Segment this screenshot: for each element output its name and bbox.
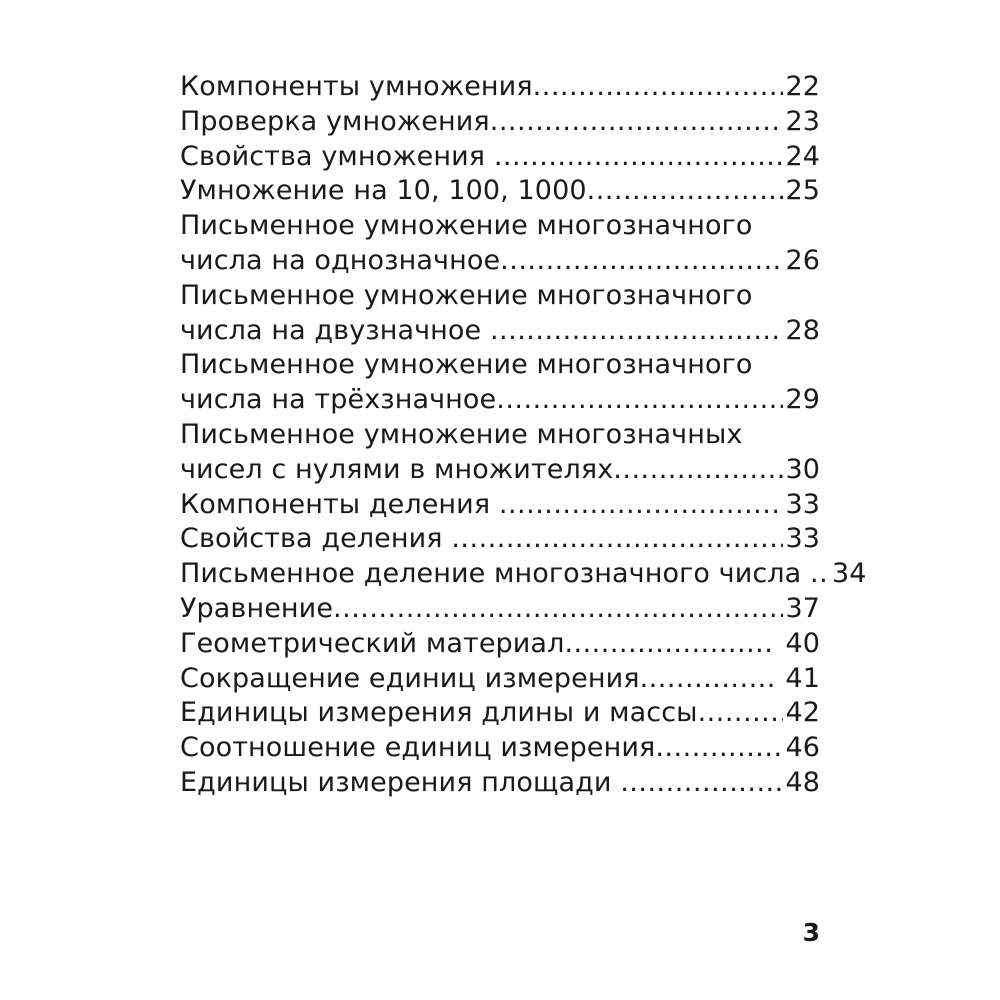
toc-leader-dots bbox=[640, 662, 775, 697]
toc-leader-dots bbox=[655, 731, 783, 766]
toc-entry-line bbox=[180, 557, 867, 592]
toc-leader-dots bbox=[698, 696, 784, 731]
toc-leader-dots bbox=[587, 174, 784, 209]
toc-entry[interactable] bbox=[180, 105, 820, 140]
toc-entry-page: 24 bbox=[785, 140, 820, 172]
toc-entry-page: 28 bbox=[785, 314, 820, 346]
toc-entry-page: 48 bbox=[785, 766, 820, 798]
toc-entry-line bbox=[180, 70, 820, 105]
toc-entry-title-line: Письменное умножение многозначного bbox=[180, 279, 753, 311]
toc-entry[interactable] bbox=[180, 279, 820, 349]
toc-entry-line bbox=[180, 766, 820, 801]
toc-entry-title-line: Письменное умножение многозначного bbox=[180, 349, 753, 381]
toc-entry-title: Свойства деления bbox=[180, 523, 452, 555]
toc-leader-dots bbox=[500, 244, 783, 279]
toc-entry[interactable] bbox=[180, 348, 820, 418]
toc-entry-title: Письменное деление многозначного числа bbox=[180, 558, 810, 590]
toc-leader-dots bbox=[490, 314, 783, 349]
toc-entry-page: 29 bbox=[785, 384, 820, 416]
toc-entry-page: 34 bbox=[832, 558, 867, 590]
toc-entry-page: 33 bbox=[785, 488, 820, 520]
toc-entry-title: числа на двузначное bbox=[180, 314, 490, 346]
toc-entry-line bbox=[180, 174, 820, 209]
toc-entry-page: 37 bbox=[785, 592, 820, 624]
toc-entry-line bbox=[180, 383, 820, 418]
toc-entry-title: Умножение на 10, 100, 1000 bbox=[180, 175, 587, 207]
page-number: 3 bbox=[802, 918, 820, 947]
toc-entry[interactable] bbox=[180, 70, 820, 105]
toc-entry-page: 41 bbox=[776, 662, 820, 694]
toc-leader-dots bbox=[564, 627, 774, 662]
toc-entry-title: Уравнение bbox=[180, 592, 334, 624]
toc-entry-line bbox=[180, 627, 820, 662]
toc-leader-dots bbox=[533, 70, 784, 105]
toc-entry-line bbox=[180, 314, 820, 349]
toc-entry-line bbox=[180, 453, 820, 488]
toc-entry-title-line: Письменное умножение многозначного bbox=[180, 210, 753, 242]
toc-entry-line bbox=[180, 662, 820, 697]
toc-entry-line bbox=[180, 731, 820, 766]
toc-leader-dots bbox=[496, 383, 783, 418]
toc-entry[interactable] bbox=[180, 488, 820, 523]
toc-leader-dots bbox=[613, 453, 783, 488]
toc-entry-page: 23 bbox=[785, 105, 820, 137]
toc-entry-title-line: Письменное умножение многозначных bbox=[180, 418, 743, 450]
toc-entry-title: Соотношение единиц измерения bbox=[180, 732, 656, 764]
toc-entry[interactable] bbox=[180, 418, 820, 488]
toc-entry[interactable] bbox=[180, 696, 820, 731]
toc-entry-line bbox=[180, 105, 820, 140]
toc-entry-line bbox=[180, 522, 820, 557]
toc-entry[interactable] bbox=[180, 731, 820, 766]
toc-entry-page: 30 bbox=[785, 453, 820, 485]
toc-entry[interactable] bbox=[180, 140, 820, 175]
toc-entry-title: Компоненты умножения bbox=[180, 71, 533, 102]
toc-entry[interactable] bbox=[180, 557, 867, 592]
toc-entry-title: чисел с нулями в множителях bbox=[180, 453, 614, 485]
toc-entry-page: 25 bbox=[785, 175, 820, 207]
toc-entry[interactable] bbox=[180, 627, 820, 662]
toc-entry-page: 22 bbox=[785, 71, 820, 102]
toc-entry[interactable] bbox=[180, 592, 820, 627]
toc-entry[interactable] bbox=[180, 209, 820, 279]
toc-entry-title: Геометрический материал bbox=[180, 627, 565, 659]
toc-entry[interactable] bbox=[180, 522, 820, 557]
toc-entry[interactable] bbox=[180, 766, 820, 801]
toc-leader-dots bbox=[494, 140, 784, 175]
toc-leader-dots bbox=[333, 592, 783, 627]
toc-entry-title: числа на однозначное bbox=[180, 244, 501, 276]
toc-entry-page: 42 bbox=[785, 697, 820, 729]
toc-leader-dots bbox=[810, 557, 830, 592]
toc-entry-line bbox=[180, 696, 820, 731]
toc-entry-title: Единицы измерения площади bbox=[180, 766, 621, 798]
toc-entry-page: 46 bbox=[785, 732, 820, 764]
toc-entry-line bbox=[180, 488, 820, 523]
toc-leader-dots bbox=[451, 522, 783, 557]
toc-entry-title: Проверка умножения bbox=[180, 105, 490, 137]
toc-entry[interactable] bbox=[180, 174, 820, 209]
toc-entry-page: 26 bbox=[785, 244, 820, 276]
toc-entry-title: числа на трёхзначное bbox=[180, 384, 497, 416]
toc-entry-title: Сокращение единиц измерения bbox=[180, 662, 640, 694]
toc-entry-line bbox=[180, 140, 820, 175]
toc-leader-dots bbox=[620, 766, 783, 801]
toc-entry-title: Свойства умножения bbox=[180, 140, 494, 172]
toc-leader-dots bbox=[490, 105, 784, 140]
toc-leader-dots bbox=[499, 488, 784, 523]
toc-entry-line bbox=[180, 592, 820, 627]
toc-entry-title: Единицы измерения длины и массы bbox=[180, 697, 698, 729]
toc-entry-title: Компоненты деления bbox=[180, 488, 499, 520]
table-of-contents bbox=[180, 70, 867, 801]
toc-entry-line bbox=[180, 244, 820, 279]
toc-entry-page: 40 bbox=[776, 627, 820, 659]
toc-entry-page: 33 bbox=[785, 523, 820, 555]
toc-entry[interactable] bbox=[180, 662, 820, 697]
